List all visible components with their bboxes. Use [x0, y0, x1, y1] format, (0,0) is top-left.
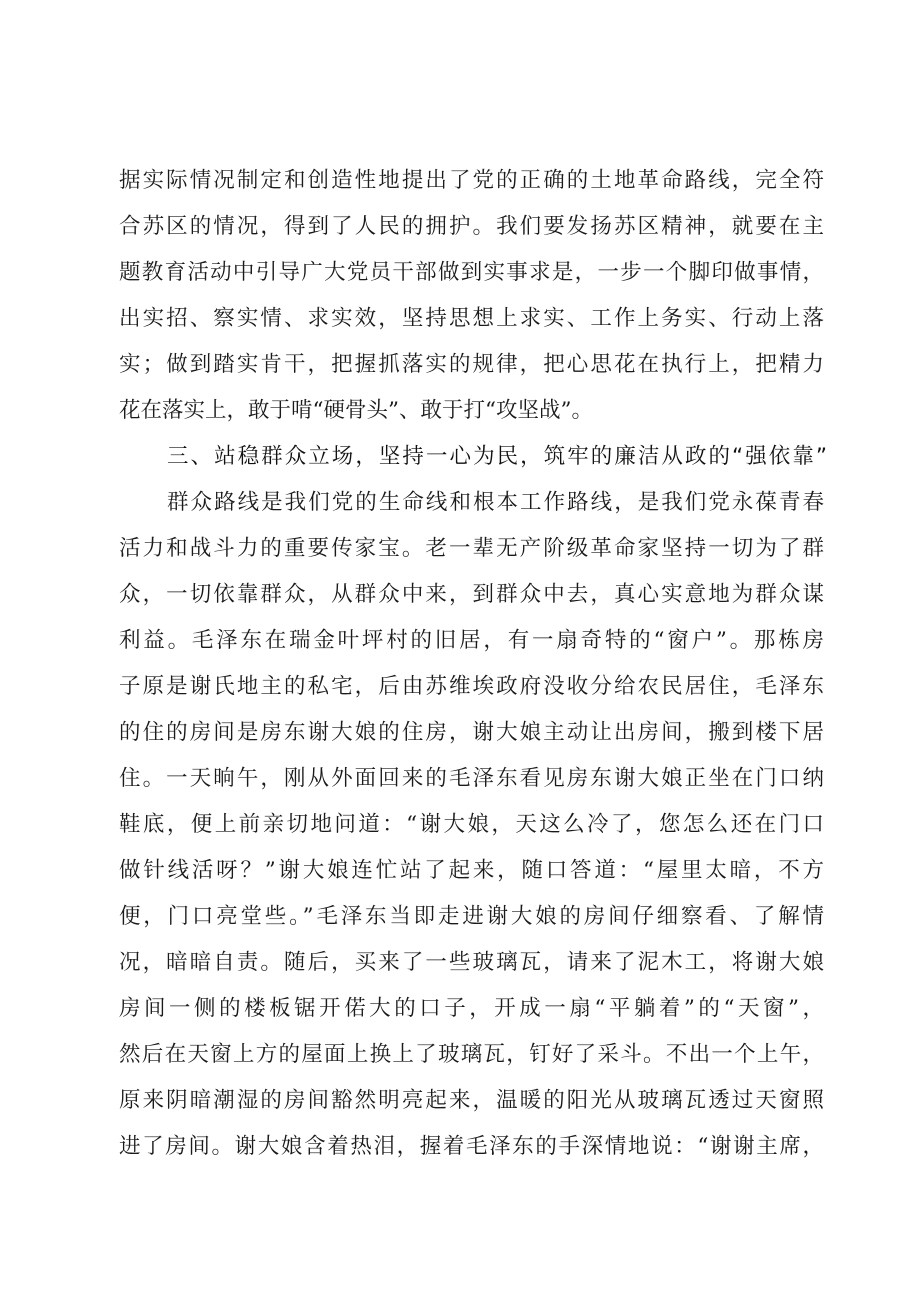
paragraph-line: 实；做到踏实肯干，把握抓落实的规律，把心思花在执行上，把精力: [119, 352, 824, 377]
paragraph-line: 进了房间。谢大娘含着热泪，握着毛泽东的手深情地说：“谢谢主席，: [119, 1134, 824, 1159]
paragraph-line: 题教育活动中引导广大党员干部做到实事求是，一步一个脚印做事情，: [119, 260, 824, 285]
paragraph-line: 做针线活呀？”谢大娘连忙站了起来，随口答道：“屋里太暗，不方: [119, 858, 824, 883]
paragraph-line: 住。一天晌午，刚从外面回来的毛泽东看见房东谢大娘正坐在门口纳: [119, 766, 824, 791]
paragraph-line: 据实际情况制定和创造性地提出了党的正确的土地革命路线，完全符: [119, 168, 824, 193]
paragraph-line: 房间一侧的楼板锯开偌大的口子，开成一扇“平躺着”的“天窗”，: [119, 996, 824, 1021]
paragraph-line: 花在落实上，敢于啃“硬骨头”、敢于打“攻坚战”。: [119, 398, 593, 423]
paragraph-line: 活力和战斗力的重要传家宝。老一辈无产阶级革命家坚持一切为了群: [119, 536, 824, 561]
paragraph-line: 众，一切依靠群众，从群众中来，到群众中去，真心实意地为群众谋: [119, 582, 824, 607]
paragraph-line: 群众路线是我们党的生命线和根本工作路线，是我们党永葆青春: [167, 490, 824, 515]
paragraph-line: 子原是谢氏地主的私宅，后由苏维埃政府没收分给农民居住，毛泽东: [119, 674, 824, 699]
paragraph-line: 然后在天窗上方的屋面上换上了玻璃瓦，钉好了采斗。不出一个上午，: [119, 1042, 824, 1067]
section-heading: 三、站稳群众立场，坚持一心为民，筑牢的廉洁从政的“强依靠”: [167, 444, 827, 469]
paragraph-line: 鞋底，便上前亲切地问道：“谢大娘，天这么冷了，您怎么还在门口: [119, 812, 824, 837]
paragraph-line: 便，门口亮堂些。”毛泽东当即走进谢大娘的房间仔细察看、了解情: [119, 904, 824, 929]
paragraph-line: 的住的房间是房东谢大娘的住房，谢大娘主动让出房间，搬到楼下居: [119, 720, 824, 745]
paragraph-line: 合苏区的情况，得到了人民的拥护。我们要发扬苏区精神，就要在主: [119, 214, 824, 239]
paragraph-line: 出实招、察实情、求实效，坚持思想上求实、工作上务实、行动上落: [119, 306, 824, 331]
paragraph-line: 原来阴暗潮湿的房间豁然明亮起来，温暖的阳光从玻璃瓦透过天窗照: [119, 1088, 824, 1113]
paragraph-line: 利益。毛泽东在瑞金叶坪村的旧居，有一扇奇特的“窗户”。那栋房: [119, 628, 824, 653]
paragraph-line: 况，暗暗自责。随后，买来了一些玻璃瓦，请来了泥木工，将谢大娘: [119, 950, 824, 975]
